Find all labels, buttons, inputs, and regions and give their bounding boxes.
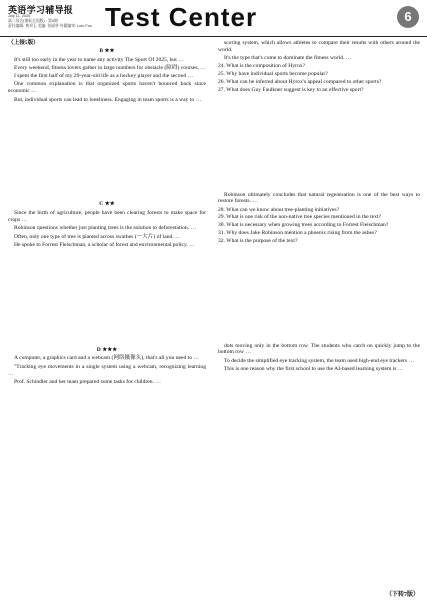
passage-b-label: B ★★: [99, 47, 115, 54]
question-29: 29. What is one risk of the non-native tree species mentioned in the text?: [218, 214, 381, 221]
left-column: [8, 40, 206, 387]
passage-b-paragraph: One common explanation is that organized sports haven't bounced back since economic …: [8, 81, 206, 95]
question-26: 26. What can be inferred about Hyrox's appeal compared to other sports?: [218, 78, 382, 85]
passage-c: [8, 201, 206, 248]
passage-continuation: This is one reason why the first school to use the AI-based learning system is …: [224, 366, 404, 373]
blank-gap: [8, 105, 206, 199]
passage-d-label: D ★★★: [96, 346, 118, 353]
continued-on-note: （下转7版）: [385, 592, 419, 598]
page-header: [0, 0, 427, 37]
question-28: 28. What can we know about tree-planting initiatives?: [218, 206, 340, 213]
passage-d-paragraph: Prof. Schindler and her team prepared some tasks for children. …: [14, 378, 161, 385]
blank-gap: [218, 247, 420, 341]
passage-c-paragraph: Often, only one type of tree is planted across swathes (一大片) of land. …: [14, 233, 181, 240]
passage-c-paragraph: He spoke to Forrest Fleischman, a scholar of forest and environmental policy. …: [14, 241, 195, 248]
issue-info: [8, 14, 92, 29]
passage-d: [8, 347, 206, 386]
issue-date: July 11, 2025: [8, 14, 31, 18]
passage-continuation: scoring system, which allows athletes to compare their results with others around the world.: [218, 40, 420, 53]
issue-edition: 高二综合(课标全国版) · 第4期: [8, 19, 58, 23]
passage-d-paragraph: A computer, a graphics card and a webcam (网络摄像头), that's all you need to …: [14, 355, 200, 362]
right-column: [218, 40, 420, 374]
passage-b-paragraph: I spent the first half of my 29-year-old life as a hockey player and the second …: [14, 73, 194, 80]
passage-b-paragraph: But, individual sports can lead to loneliness. Engaging in team sports is a way to …: [14, 96, 202, 103]
passage-b: [8, 48, 206, 104]
passage-c-paragraph: Since the birth of agriculture, people have been clearing forests to make space for crops …: [8, 210, 206, 223]
passage-continuation: Robinson ultimately concludes that natural regeneration is one of the best ways to restore forests. …: [218, 191, 420, 205]
continued-from-note: （上接5版）: [8, 40, 39, 46]
blank-gap: [8, 251, 206, 345]
passage-c-label: C ★★: [99, 201, 115, 208]
passage-continuation: To decide the simplified eye tracking system, the team used high-end eye trackers …: [224, 357, 415, 364]
passage-continuation: It's the type that's come to dominate the fitness world. …: [224, 55, 352, 62]
page-number-badge: 6: [397, 6, 419, 28]
page-title: Test Center: [105, 2, 258, 32]
question-25: 25. Why have individual sports become popular?: [218, 71, 328, 78]
question-30: 30. What is necessary when growing trees according to Forrest Fleischman?: [218, 222, 389, 229]
passage-b-paragraph: It's still too early in the year to name any activity The Sport Of 2025, but …: [14, 56, 184, 63]
question-27: 27. What does Guy Faulkner suggest is key to an effective sport?: [218, 86, 364, 93]
passage-c-paragraph: Robinson questions whether just planting trees is the solution to deforestation. …: [14, 225, 197, 232]
newspaper-masthead: 英语学习辅导报: [8, 5, 74, 15]
question-24: 24. What is the composition of Hyrox?: [218, 63, 306, 70]
issue-editors: 责任编辑: 黄翠玉 美编: 张丽华 外籍编审: Lulu Fox: [8, 24, 92, 28]
blank-gap: [218, 96, 420, 190]
passage-b-paragraph: Every weekend, fitness lovers gather in large numbers for obstacle (障碍) courses, …: [14, 64, 206, 71]
passage-d-paragraph: "Tracking eye movements in a single system using a webcam, recognizing learning …: [8, 363, 206, 377]
question-32: 32. What is the purpose of the text?: [218, 237, 298, 244]
question-31: 31. Why does Jake Robinson mention a phoenix rising from the ashes?: [218, 230, 377, 237]
passage-continuation: dots moving only in the bottom row. The students who catch on quickly jump to the bottom row …: [218, 342, 420, 356]
